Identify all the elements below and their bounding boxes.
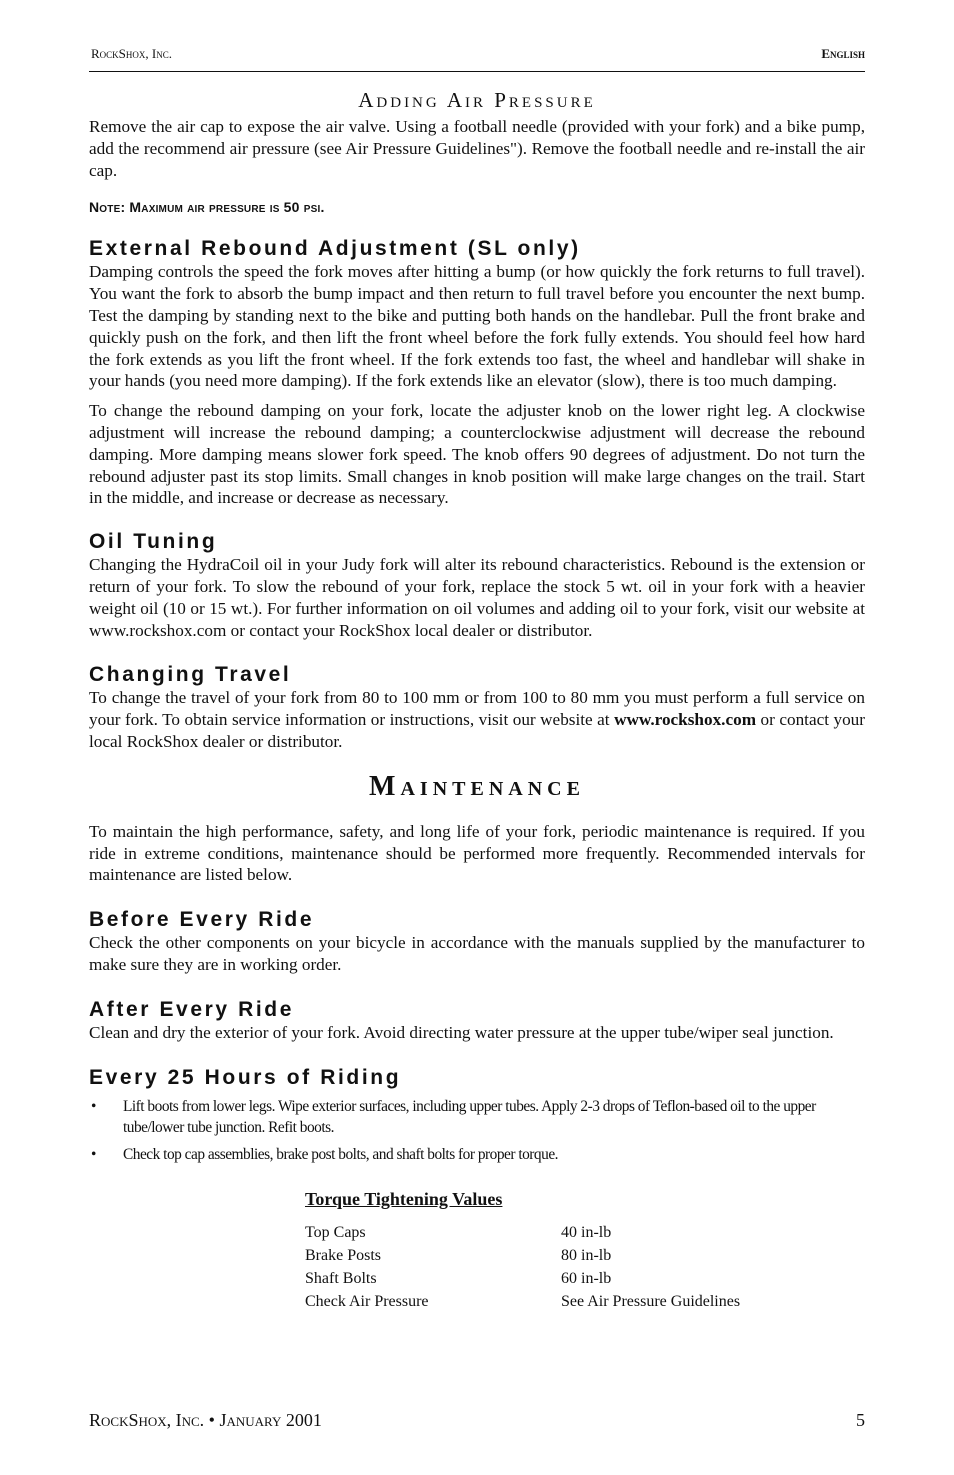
bullet-icon: • <box>91 1097 96 1115</box>
list-item-text: Check top cap assemblies, brake post bolts, and shaft bolts for proper torque. <box>123 1145 559 1163</box>
list-item <box>89 1144 865 1165</box>
section-title-adding-air-pressure: Adding Air Pressure <box>358 88 596 112</box>
heading-after-every-ride: After Every Ride <box>89 997 294 1021</box>
table-row <box>305 1267 740 1290</box>
torque-table-title: Torque Tightening Values <box>305 1188 503 1209</box>
header-company: RockShox, Inc. <box>91 46 172 61</box>
torque-table <box>305 1221 740 1313</box>
heading-external-rebound: External Rebound Adjustment (SL only) <box>89 237 581 261</box>
paragraph-maintenance: To maintain the high performance, safety, and long life of your fork, periodic maintenance is required. If you ride in extreme conditions, maintenance should be performed more frequently. Recommended intervals for maintenance are listed below. <box>89 821 865 885</box>
torque-item: Shaft Bolts <box>305 1269 377 1287</box>
page-number: 5 <box>856 1410 865 1430</box>
section-title-maintenance: Maintenance <box>369 770 585 802</box>
list-item <box>89 1096 865 1138</box>
torque-item: Check Air Pressure <box>305 1292 429 1310</box>
document-page <box>89 0 865 1475</box>
torque-value: 40 in-lb <box>561 1223 612 1241</box>
paragraph-air-pressure: Remove the air cap to expose the air valve. Using a football needle (provided with your fork) and a bike pump, add the recommend air pressure (see Air Pressure Guidelines"). Remove the football needle and re-install the air cap. <box>89 117 865 180</box>
table-row <box>305 1244 740 1267</box>
torque-value: See Air Pressure Guidelines <box>561 1292 741 1310</box>
footer-company-date: RockShox, Inc. • January 2001 <box>89 1410 322 1430</box>
bullet-icon: • <box>91 1145 96 1163</box>
travel-text-after: or contact your local RockShox dealer or distributor. <box>89 710 865 751</box>
table-row <box>305 1290 740 1313</box>
page-body <box>89 86 865 1313</box>
torque-values-block <box>305 1187 775 1313</box>
table-row <box>305 1221 740 1244</box>
paragraph-after-every-ride: Clean and dry the exterior of your fork. Avoid directing water pressure at the upper tube/wiper seal junction. <box>89 1022 834 1042</box>
paragraph-rebound-2: To change the rebound damping on your fork, locate the adjuster knob on the lower right leg. A clockwise adjustment will increase the rebound damping; a counterclockwise adjustment will decrease the rebound damping. More damping means slower fork speed. The knob offers 90 degrees of adjustment. Do not turn the rebound adjuster past its stop limits. Small changes in knob position will make large changes on the trail. Start in the middle, and increase or decrease as necessary. <box>89 401 865 508</box>
torque-value: 60 in-lb <box>561 1269 612 1287</box>
maintenance-bullet-list <box>89 1096 865 1165</box>
torque-item: Top Caps <box>305 1223 366 1241</box>
header-rule <box>89 71 865 72</box>
paragraph-oil-tuning: Changing the HydraCoil oil in your Judy fork will alter its rebound characteristics. Rebound is the extension or return of your fork. To slow the rebound of your fork, replace the stock 5 wt. oil in your fork with a heavier weight oil (10 or 15 wt.). For further information on oil volumes and adding oil to your fork, visit our website at www.rockshox.com or contact your RockShox local dealer or distributor. <box>89 555 865 640</box>
heading-oil-tuning: Oil Tuning <box>89 530 218 554</box>
header-language: English <box>821 46 865 61</box>
heading-changing-travel: Changing Travel <box>89 663 292 687</box>
list-item-text: Lift boots from lower legs. Wipe exterior surfaces, including upper tubes. Apply 2-3 drops of Teflon-based oil to the upper tube/lower tube junction. Refit boots. <box>123 1097 816 1136</box>
torque-item: Brake Posts <box>305 1246 381 1264</box>
paragraph-rebound-1: Damping controls the speed the fork moves after hitting a bump (or how quickly the fork returns to full travel). You want the fork to absorb the bump impact and then return to full travel before you encounter the next bump. Test the damping by standing next to the bike and putting both hands on the handlebar. Pull the front brake and quickly push on the fork, and then lift the front wheel before the fork fully extends. You should feel how hard the fork extends as you lift the front wheel. If the fork extends too fast, the wheel and handlebar will shake in your hands (you need more damping). If the fork extends like an elevator (slow), there is too much damping. <box>89 262 865 391</box>
note-max-pressure: Note: Maximum air pressure is 50 psi. <box>89 199 325 216</box>
torque-value: 80 in-lb <box>561 1246 612 1264</box>
paragraph-before-every-ride: Check the other components on your bicycle in accordance with the manuals supplied by the manufacturer to make sure they are in working order. <box>89 933 865 974</box>
travel-text-before: To change the travel of your fork from 80 to 100 mm or from 100 to 80 mm you must perform a full service on your fork. To obtain service information or instructions, visit our website at <box>89 688 865 730</box>
heading-before-every-ride: Before Every Ride <box>89 908 315 932</box>
paragraph-changing-travel <box>89 687 865 752</box>
heading-every-25-hours: Every 25 Hours of Riding <box>89 1065 402 1089</box>
website-link[interactable]: www.rockshox.com <box>614 710 757 730</box>
